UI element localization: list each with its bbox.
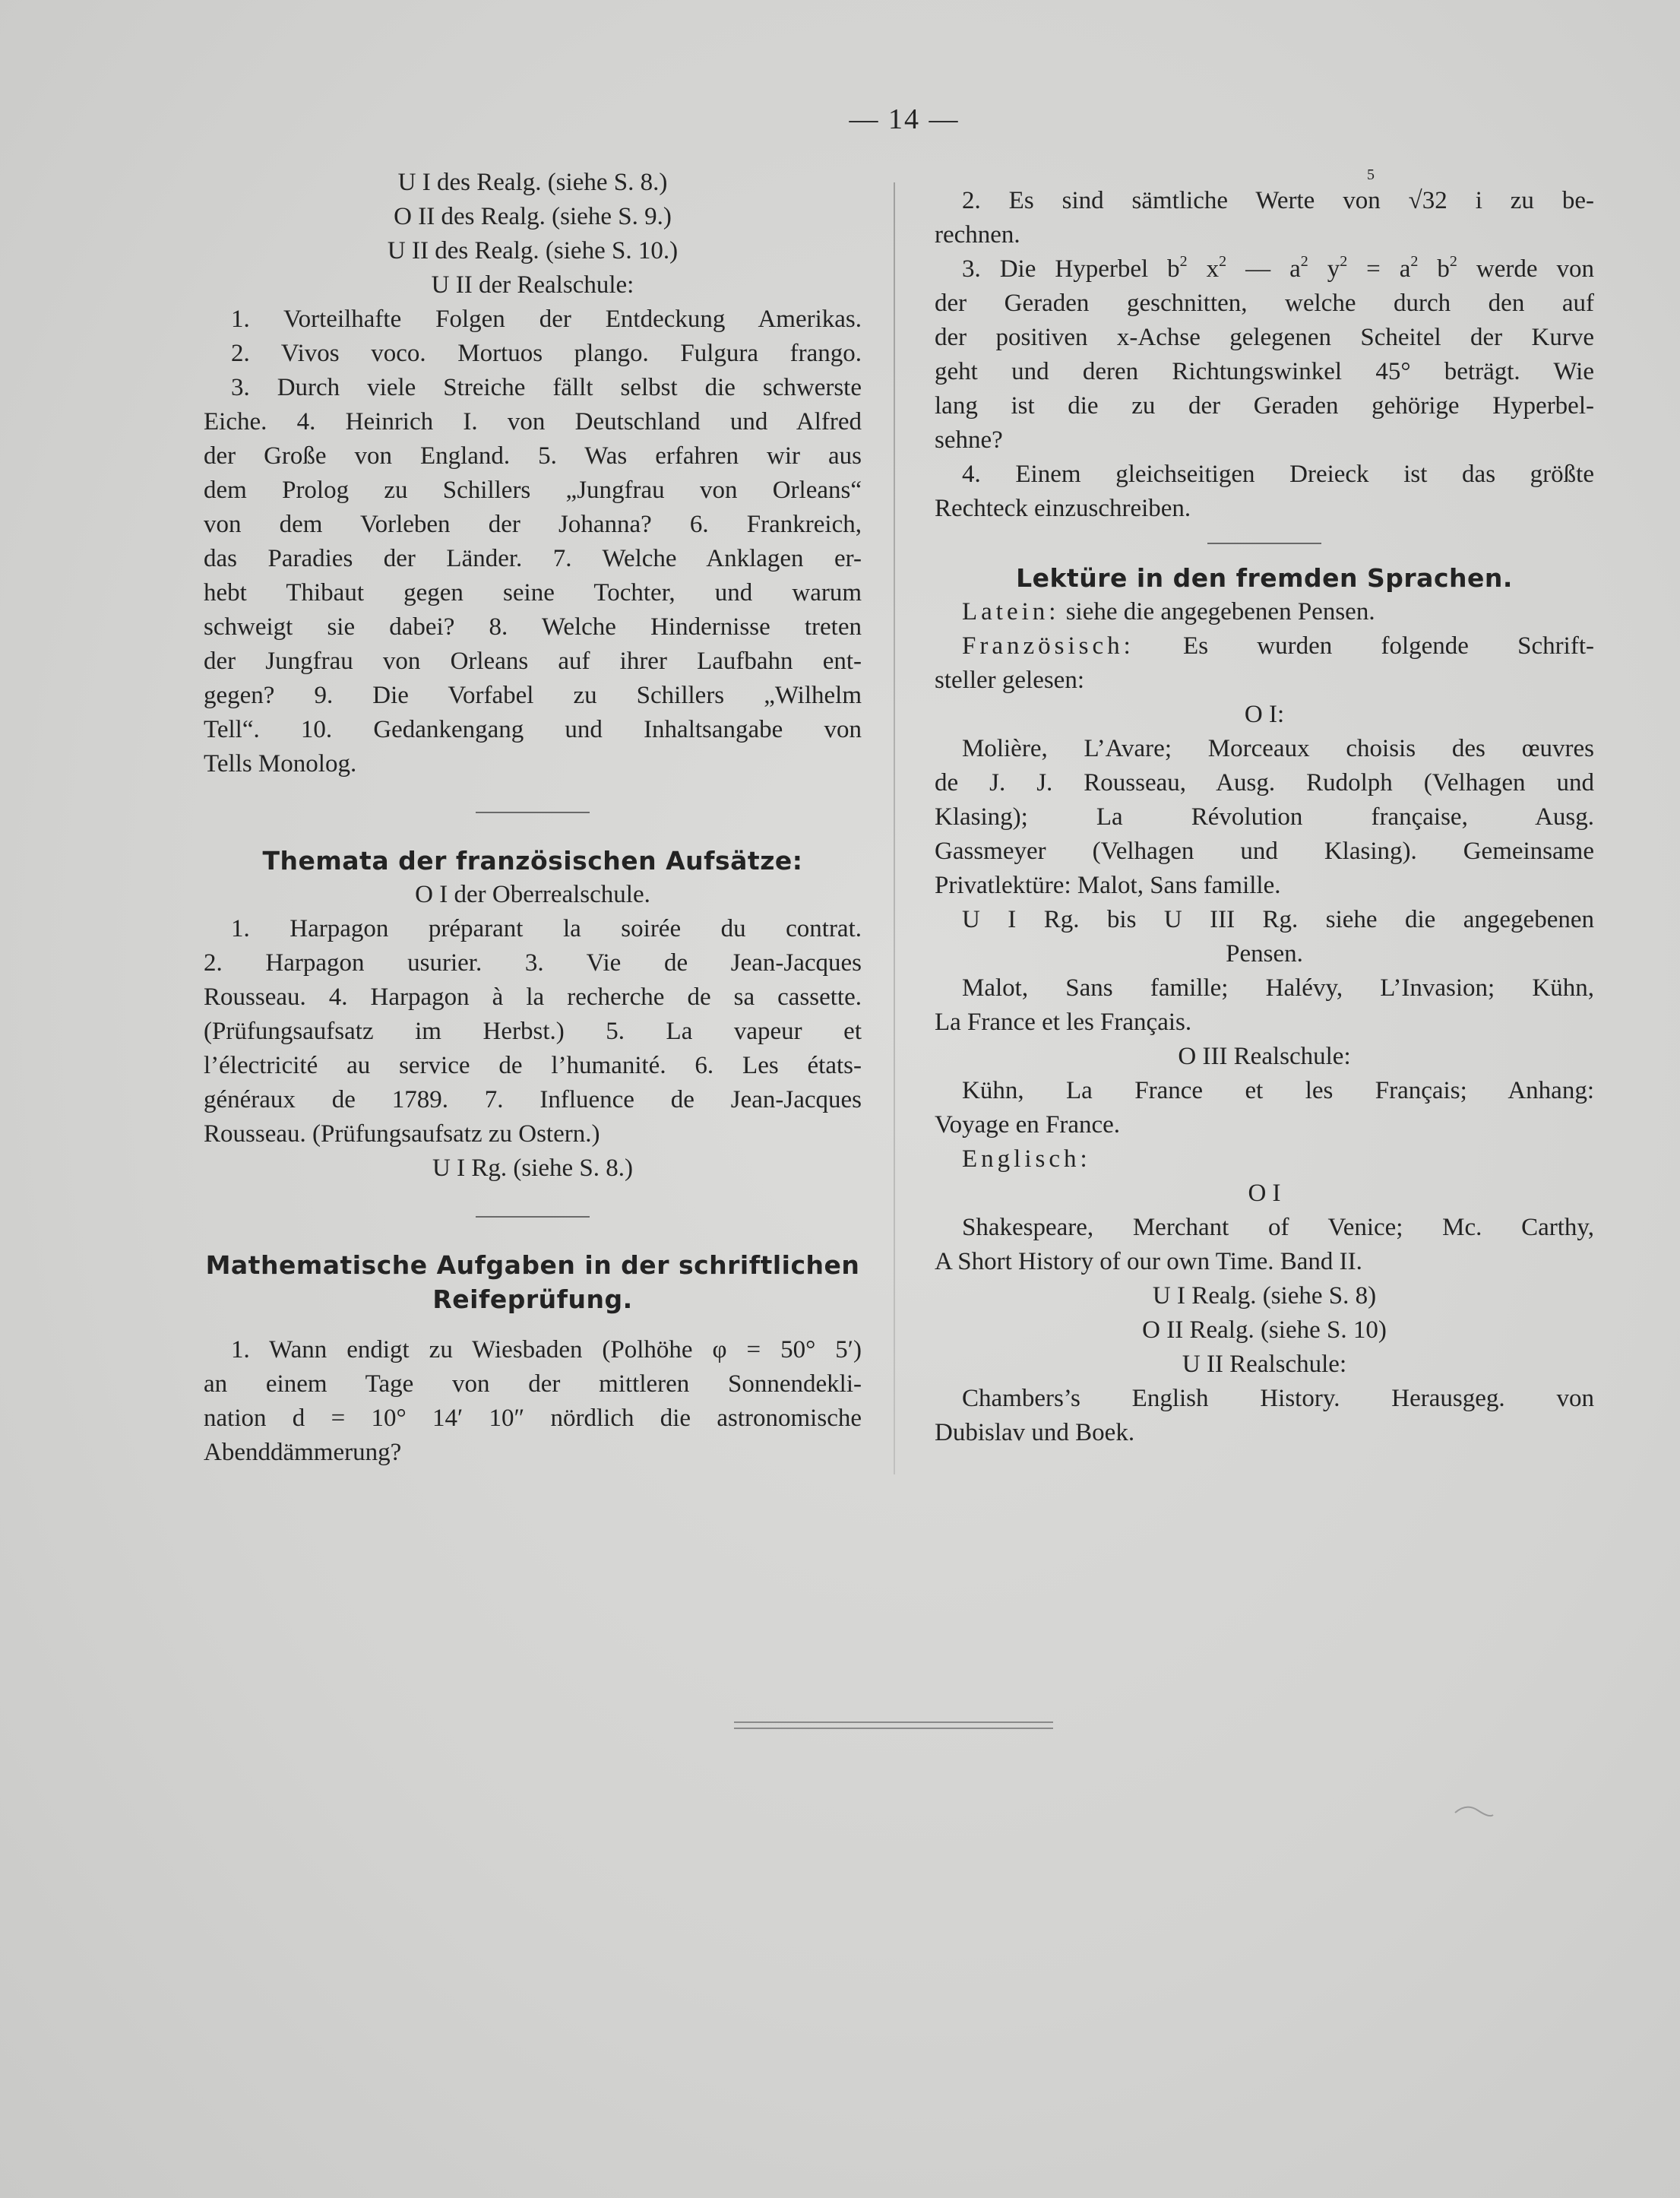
- reading-line: A Short History of our own Time. Band II.: [935, 1248, 1362, 1275]
- ref-line: U I Realg. (siehe S. 8): [1152, 1282, 1377, 1310]
- math-task-line: Abenddämmerung?: [204, 1439, 402, 1466]
- math-heading-cont: Reifeprüfung.: [432, 1284, 633, 1314]
- hyperbel-equation-line: 3. Die Hyperbel $b^2$ $x^2$ — $a^2$ $y^2 = a^2$ $b^2$ werde von: [962, 253, 1594, 283]
- french-topic-line: l’électricité au service de l’humanité. 6. Les états-: [204, 1052, 862, 1079]
- math-task-line: geht und deren Richtungswinkel 45° beträgt. Wie: [935, 358, 1594, 385]
- math-heading: Mathematische Aufgaben in der schriftlichen: [205, 1250, 860, 1280]
- french-topic-line: 1. Harpagon préparant la soirée du contrat.: [231, 915, 862, 942]
- topic-line: gegen? 9. Die Vorfabel zu Schillers „Wilhelm: [204, 682, 862, 709]
- left-column: [204, 166, 862, 1470]
- reading-line: La France et les Français.: [935, 1009, 1192, 1036]
- topic-line: 1. Vorteilhafte Folgen der Entdeckung Amerikas.: [231, 306, 862, 333]
- french-topic-line: Rousseau. (Prüfungsaufsatz zu Ostern.): [204, 1120, 600, 1148]
- reading-line: Kühn, La France et les Français; Anhang:: [962, 1077, 1594, 1104]
- topic-line: von dem Vorleben der Johanna? 6. Frankreich,: [204, 511, 862, 538]
- reading-line: Dubislav und Boek.: [935, 1419, 1135, 1446]
- ref-line: O II Realg. (siehe S. 10): [1142, 1316, 1387, 1344]
- column-divider: [894, 182, 895, 1474]
- topic-line: 2. Vivos voco. Mortuos plango. Fulgura frango.: [231, 340, 862, 367]
- topic-line: schweigt sie dabei? 8. Welche Hindernisse treten: [204, 613, 862, 641]
- math-task-line: an einem Tage von der mittleren Sonnendekli-: [204, 1370, 862, 1398]
- page-number: — 14 —: [849, 103, 960, 135]
- french-topic-line: Rousseau. 4. Harpagon à la recherche de sa cassette.: [204, 983, 862, 1011]
- ref-line: U II der Realschule:: [431, 271, 634, 299]
- math-task-line: rechnen.: [935, 221, 1020, 249]
- ref-line: U II des Realg. (siehe S. 10.): [387, 237, 679, 264]
- math-task-line: der positiven x-Achse gelegenen Scheitel der Kurve: [935, 324, 1594, 351]
- ref-line: U I des Realg. (siehe S. 8.): [397, 169, 668, 196]
- french-topic-line: (Prüfungsaufsatz im Herbst.) 5. La vapeur et: [204, 1018, 862, 1045]
- topic-line: der Jungfrau von Orleans auf ihrer Laufbahn ent-: [204, 648, 862, 675]
- reading-line: Klasing); La Révolution française, Ausg.: [935, 803, 1594, 831]
- latin-line: Latein: siehe die angegebenen Pensen.: [962, 598, 1375, 626]
- topic-line: 3. Durch viele Streiche fällt selbst die schwerste: [231, 374, 862, 401]
- ink-smudge: [1451, 1801, 1497, 1824]
- french-line-cont: steller gelesen:: [935, 667, 1085, 694]
- reading-line: Shakespeare, Merchant of Venice; Mc. Carthy,: [962, 1214, 1594, 1241]
- math-task-line: nation d = 10° 14′ 10″ nördlich die astronomische: [204, 1405, 862, 1432]
- reading-line: Malot, Sans famille; Halévy, L’Invasion; Kühn,: [962, 974, 1594, 1002]
- french-line: Französisch: Es wurden folgende Schrift-: [962, 632, 1594, 660]
- reading-line: U I Rg. bis U III Rg. siehe die angegebenen: [962, 906, 1594, 933]
- topic-line: Tell“. 10. Gedankengang und Inhaltsangabe von: [204, 716, 862, 743]
- topic-line: hebt Thibaut gegen seine Tochter, und warum: [204, 579, 862, 607]
- topic-line: der Große von England. 5. Was erfahren wir aus: [204, 442, 862, 470]
- french-essays-heading: Themata der französischen Aufsätze:: [262, 846, 803, 876]
- french-topic-line: généraux de 1789. 7. Influence de Jean-Jacques: [204, 1086, 862, 1113]
- class-label: O III Realschule:: [1178, 1043, 1351, 1070]
- topic-line: das Paradies der Länder. 7. Welche Anklagen er-: [204, 545, 862, 572]
- reading-line: Gassmeyer (Velhagen und Klasing). Gemeinsame: [935, 838, 1594, 865]
- math-task-line: 2. Es sind sämtliche Werte von √32 i zu be-: [962, 187, 1594, 214]
- french-essays-class: O I der Oberrealschule.: [415, 881, 650, 908]
- math-task-line: Rechteck einzuschreiben.: [935, 495, 1191, 522]
- end-rule: [734, 1721, 1053, 1734]
- math-task-line: der Geraden geschnitten, welche durch den auf: [935, 290, 1594, 317]
- math-task-line: sehne?: [935, 426, 1003, 454]
- root-index: 5: [1367, 166, 1375, 183]
- french-ref-line: U I Rg. (siehe S. 8.): [432, 1154, 633, 1182]
- topic-line: dem Prolog zu Schillers „Jungfrau von Orleans“: [204, 477, 862, 504]
- french-topic-line: 2. Harpagon usurier. 3. Vie de Jean-Jacques: [204, 949, 862, 977]
- math-task-line: lang ist die zu der Geraden gehörige Hyperbel-: [935, 392, 1594, 420]
- reading-line: de J. J. Rousseau, Ausg. Rudolph (Velhagen und: [935, 769, 1594, 797]
- reading-line: Voyage en France.: [935, 1111, 1121, 1139]
- right-column: [935, 166, 1594, 1450]
- reading-line: Privatlektüre: Malot, Sans famille.: [935, 872, 1281, 899]
- reading-heading: Lektüre in den fremden Sprachen.: [1016, 563, 1513, 593]
- topic-line: Tells Monolog.: [204, 750, 357, 778]
- ref-line: O II des Realg. (siehe S. 9.): [394, 203, 672, 230]
- english-label: Englisch:: [962, 1145, 1091, 1173]
- topic-line: Eiche. 4. Heinrich I. von Deutschland und Alfred: [204, 408, 862, 435]
- reading-line: Pensen.: [1226, 940, 1303, 968]
- math-task-line: 1. Wann endigt zu Wiesbaden (Polhöhe φ = 50° 5′): [231, 1336, 862, 1363]
- class-label: O I:: [1244, 701, 1285, 728]
- class-label: O I: [1248, 1180, 1281, 1207]
- reading-line: Molière, L’Avare; Morceaux choisis des œuvres: [962, 735, 1594, 762]
- ref-line: U II Realschule:: [1182, 1351, 1347, 1378]
- reading-line: Chambers’s English History. Herausgeg. von: [962, 1385, 1594, 1412]
- math-task-line: 4. Einem gleichseitigen Dreieck ist das größte: [962, 461, 1594, 488]
